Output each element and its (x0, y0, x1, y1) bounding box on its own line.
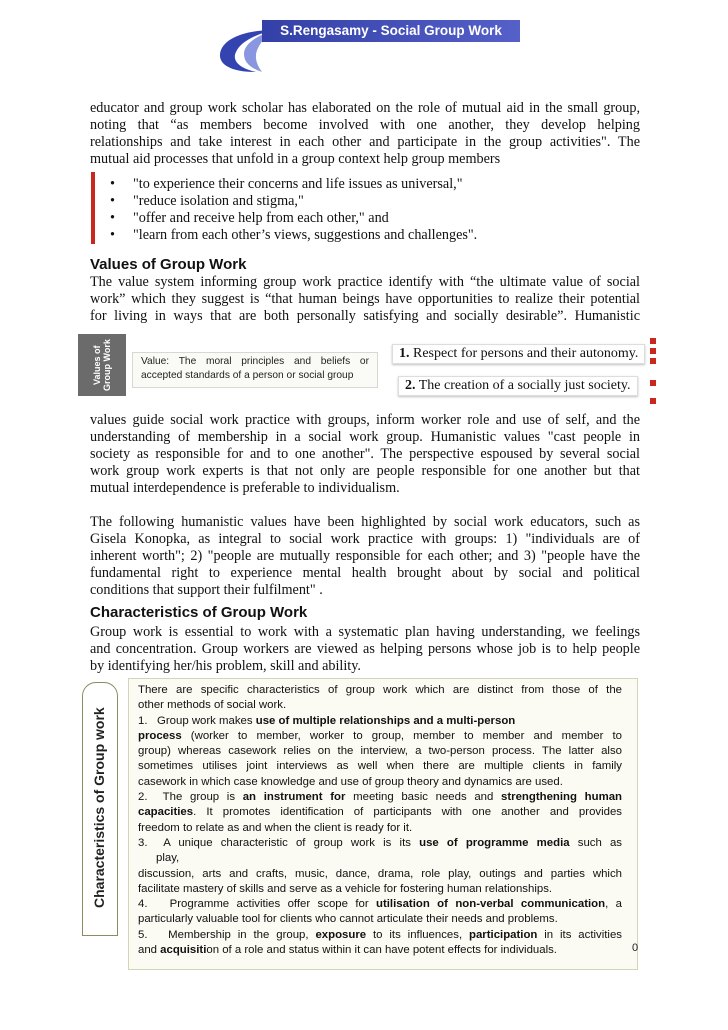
text-line: noting that “as members become involved with one another, they develop helping (90, 117, 640, 133)
accent-square (650, 380, 656, 386)
text-run: . It promotes identification of participants with one another and provides (193, 806, 622, 819)
text-line: The value system informing group work practice identify with “the ultimate value of social (90, 274, 640, 290)
value-point-text: Respect for persons and their autonomy. (409, 346, 639, 361)
text-line: facilitate mastery of skills and serve as a vehicle for fostering human relationships. (138, 882, 553, 895)
text-line: casework in which case knowledge and use of group theory and dynamics are used. (138, 775, 563, 788)
text-line: There are specific characteristics of group work which are distinct from those of the (138, 684, 622, 696)
text-line: work group work experts is that not only are people responsible for one another but that (90, 463, 640, 479)
text-run: in its activities (537, 928, 622, 941)
text-line: particularly valuable tool for clients who cannot articulate their needs and problems. (138, 913, 558, 926)
values-paragraph-3 (90, 514, 640, 599)
text-run: on of a role and status within it can have potent effects for individuals. (206, 944, 557, 957)
value-point-number: 1. (399, 346, 410, 361)
accent-square (650, 358, 656, 364)
text-line: other methods of social work. (138, 699, 287, 712)
list-item: • "learn from each other’s views, suggestions and challenges". (110, 227, 477, 244)
text-line: The following humanistic values have been highlighted by social work educators, such as (90, 514, 640, 530)
emphasis-text: use of programme media (419, 836, 570, 849)
text-line: mutual interdependence is preferable to individualism. (90, 480, 400, 496)
text-run: and (138, 944, 161, 957)
text-line: for living in ways that are both personally satisfying and socially desirable”. Humanistic (90, 308, 640, 324)
text-line: understanding of membership in a social work group. Humanistic values "cast people in (90, 429, 640, 445)
accent-square (650, 398, 656, 404)
emphasis-text: process (138, 729, 182, 742)
text-line (138, 729, 622, 744)
list-item: • "reduce isolation and stigma," (110, 193, 477, 210)
value-definition-box: Value: The moral principles and beliefs or accepted standards of a person or social group (132, 352, 378, 388)
text-line: Gisela Konopka, as integral to social work practice with groups: 1) "individuals are of (90, 531, 640, 547)
text-run: meeting basic needs and (345, 791, 502, 804)
bullet-accent-bar (91, 172, 95, 244)
intro-paragraph (90, 100, 640, 168)
emphasis-text: utilisation of non-verbal communication (376, 898, 606, 911)
characteristics-side-label: Characteristics of Group work (91, 707, 107, 909)
emphasis-text: acquisiti (160, 944, 207, 957)
text-line: Group work is essential to work with a systematic plan having understanding, we feelings (90, 624, 640, 640)
text-line: mutual aid processes that unfold in a group context help group members (90, 151, 501, 167)
list-item: • "offer and receive help from each other," and (110, 210, 477, 227)
values-paragraph-2 (90, 412, 640, 497)
text-line (138, 790, 622, 805)
text-run: (worker to member, worker to group, member to member and member to (181, 729, 622, 742)
text-line (138, 836, 622, 851)
page-number: 0 (632, 942, 639, 954)
text-line: relationships and take interest in each other and participate in the group activities". The (90, 134, 640, 150)
text-line: inherent worth"; 2) "people are mutually responsible for each other; and 3) "people have the (90, 548, 640, 564)
values-paragraph-1 (90, 274, 640, 325)
text-line: values guide social work practice with groups, inform worker role and use of self, and the (90, 412, 640, 428)
accent-square (650, 348, 656, 354)
text-line: fundamental right to experience mental health brought about by social and political (90, 565, 640, 581)
text-line: by identifying her/his problem, skill and ability. (90, 658, 361, 674)
characteristics-heading: Characteristics of Group Work (90, 604, 308, 621)
emphasis-text: an instrument for (242, 791, 346, 804)
list-item: • "to experience their concerns and life issues as universal," (110, 176, 477, 193)
text-line: freedom to relate as and when the client is ready for it. (138, 821, 413, 834)
text-run: 4. Programme activities offer scope for (138, 898, 377, 911)
text-line: work” which they suggest is “that human beings have opportunities to realize their potential (90, 291, 640, 307)
text-run: , a (605, 898, 622, 911)
text-line: play, (156, 852, 180, 865)
emphasis-text: use of multiple relationships and a multi-person (255, 714, 516, 727)
emphasis-text: exposure (315, 928, 367, 941)
value-point-1 (392, 344, 645, 364)
text-line: society as responsible for and to one another". The perspective espoused by several social (90, 446, 640, 462)
text-line: and concentration. Group workers are viewed as helping persons whose job is to help people (90, 641, 640, 657)
header-title: S.Rengasamy - Social Group Work (280, 23, 502, 38)
text-line: group) whereas casework relies on the interview, a two-person process. The latter also (138, 745, 622, 758)
text-run: 5. Membership in the group, (138, 928, 316, 941)
text-line: educator and group work scholar has elaborated on the role of mutual aid in the small group, (90, 100, 640, 116)
values-heading: Values of Group Work (90, 256, 247, 273)
text-run: 2. The group is (138, 791, 243, 804)
text-run: 3. A unique characteristic of group work is its (138, 836, 420, 849)
value-point-number: 2. (405, 378, 416, 393)
text-line: conditions that support their fulfilment" . (90, 582, 323, 598)
emphasis-text: participation (469, 928, 538, 941)
text-line (138, 897, 622, 912)
characteristics-box-text (138, 683, 622, 958)
values-side-label: Values of Group Work (92, 339, 112, 391)
emphasis-text: capacities (138, 806, 194, 819)
accent-square (650, 338, 656, 344)
text-line (138, 714, 622, 729)
text-run: such as (569, 836, 622, 849)
text-line (138, 943, 622, 958)
emphasis-text: strengthening human (501, 791, 622, 804)
characteristics-paragraph (90, 624, 640, 675)
text-run: to its influences, (366, 928, 470, 941)
text-line: discussion, arts and crafts, music, dance, drama, role play, outings and parties which (138, 867, 622, 880)
text-line: sometimes utilises joint interviews as well when there are multiple clients in family (138, 760, 622, 773)
mutual-aid-bullet-list (110, 176, 477, 244)
text-run: 1. Group work makes (138, 714, 256, 727)
value-point-2 (398, 376, 638, 396)
text-line (138, 928, 622, 943)
value-point-text: The creation of a socially just society. (415, 378, 631, 393)
text-line (138, 805, 622, 820)
